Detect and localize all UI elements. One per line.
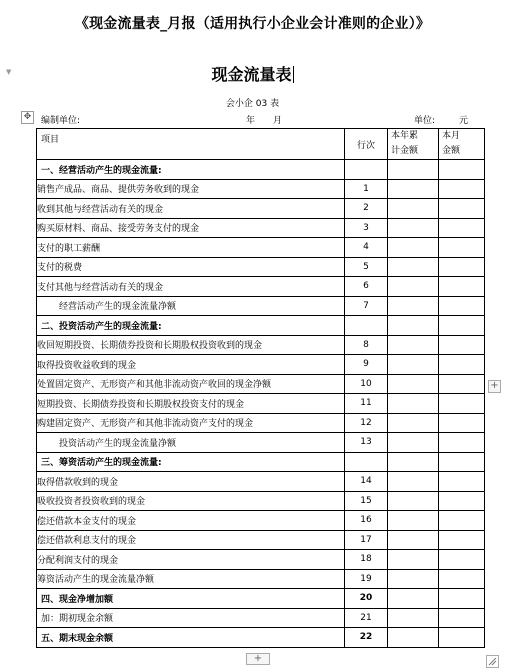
form-code: 会小企 03 表 bbox=[225, 99, 280, 109]
header-ytd-line2: 计金额 bbox=[391, 146, 419, 156]
row-ytd-amount[interactable] bbox=[388, 550, 439, 570]
row-ytd-amount[interactable] bbox=[388, 277, 439, 297]
row-month-amount[interactable] bbox=[439, 511, 485, 531]
page-title[interactable] bbox=[0, 62, 505, 85]
header-month-line2: 金额 bbox=[442, 146, 461, 156]
table-row bbox=[37, 335, 485, 355]
add-row-button[interactable]: + bbox=[246, 653, 270, 665]
header-item[interactable]: 项目 bbox=[37, 129, 345, 160]
row-month-amount[interactable] bbox=[439, 179, 485, 199]
row-line-number[interactable]: 12 bbox=[345, 413, 388, 433]
triangle-down-icon[interactable]: ▼ bbox=[6, 68, 12, 76]
table-row bbox=[37, 394, 485, 414]
text-cursor bbox=[293, 66, 294, 83]
row-line-number[interactable]: 21 bbox=[345, 608, 388, 628]
row-line-number[interactable]: 18 bbox=[345, 550, 388, 570]
row-ytd-amount[interactable] bbox=[388, 608, 439, 628]
row-month-amount[interactable] bbox=[439, 296, 485, 316]
header-month-line1: 本月 bbox=[442, 131, 461, 141]
month-label: 月 bbox=[273, 116, 283, 126]
table-row bbox=[37, 257, 485, 277]
plus-icon[interactable]: + bbox=[488, 380, 501, 393]
row-item-label[interactable]: 二、投资活动产生的现金流量: bbox=[37, 316, 345, 336]
row-month-amount[interactable] bbox=[439, 550, 485, 570]
row-ytd-amount[interactable] bbox=[388, 257, 439, 277]
row-item-label[interactable]: 收回短期投资、长期债券投资和长期股权投资收到的现金 bbox=[37, 335, 345, 355]
row-month-amount[interactable] bbox=[439, 530, 485, 550]
row-item-label[interactable]: 五、期末现金余额 bbox=[37, 628, 345, 648]
row-ytd-amount[interactable] bbox=[388, 316, 439, 336]
table-header-row bbox=[37, 129, 485, 160]
table-row bbox=[37, 530, 485, 550]
row-month-amount[interactable] bbox=[439, 433, 485, 453]
table-row bbox=[37, 491, 485, 511]
table-row bbox=[37, 179, 485, 199]
row-item-label[interactable]: 偿还借款利息支付的现金 bbox=[37, 530, 345, 550]
row-line-number[interactable]: 20 bbox=[345, 589, 388, 609]
row-month-amount[interactable] bbox=[439, 199, 485, 219]
table-row bbox=[37, 238, 485, 258]
table-row bbox=[37, 628, 485, 648]
row-month-amount[interactable] bbox=[439, 277, 485, 297]
table-row bbox=[37, 355, 485, 375]
cash-flow-table bbox=[36, 128, 485, 648]
row-month-amount[interactable] bbox=[439, 589, 485, 609]
row-ytd-amount[interactable] bbox=[388, 394, 439, 414]
row-month-amount[interactable] bbox=[439, 257, 485, 277]
row-ytd-amount[interactable] bbox=[388, 160, 439, 180]
row-line-number[interactable]: 10 bbox=[345, 374, 388, 394]
row-line-number[interactable]: 8 bbox=[345, 335, 388, 355]
row-line-number[interactable]: 16 bbox=[345, 511, 388, 531]
row-month-amount[interactable] bbox=[439, 394, 485, 414]
currency-unit-value: 元 bbox=[459, 116, 469, 126]
row-ytd-amount[interactable] bbox=[388, 491, 439, 511]
row-line-number[interactable]: 3 bbox=[345, 218, 388, 238]
table-row bbox=[37, 589, 485, 609]
row-line-number[interactable]: 5 bbox=[345, 257, 388, 277]
year-label: 年 bbox=[246, 116, 256, 126]
row-month-amount[interactable] bbox=[439, 355, 485, 375]
row-line-number[interactable]: 1 bbox=[345, 179, 388, 199]
row-line-number[interactable]: 11 bbox=[345, 394, 388, 414]
row-item-label[interactable]: 销售产成品、商品、提供劳务收到的现金 bbox=[37, 179, 345, 199]
row-month-amount[interactable] bbox=[439, 608, 485, 628]
table-row bbox=[37, 452, 485, 472]
row-ytd-amount[interactable] bbox=[388, 413, 439, 433]
row-line-number[interactable]: 14 bbox=[345, 472, 388, 492]
row-ytd-amount[interactable] bbox=[388, 628, 439, 648]
header-ytd-line1: 本年累 bbox=[391, 131, 419, 141]
row-month-amount[interactable] bbox=[439, 569, 485, 589]
row-ytd-amount[interactable] bbox=[388, 433, 439, 453]
row-ytd-amount[interactable] bbox=[388, 530, 439, 550]
page-title-text: 现金流量表 bbox=[211, 65, 292, 84]
row-item-label[interactable]: 投资活动产生的现金流量净额 bbox=[37, 433, 345, 453]
row-item-label[interactable]: 支付其他与经营活动有关的现金 bbox=[37, 277, 345, 297]
row-item-label[interactable]: 四、现金净增加额 bbox=[37, 589, 345, 609]
header-ytd-amount[interactable] bbox=[388, 129, 439, 160]
table-row bbox=[37, 374, 485, 394]
row-line-number[interactable] bbox=[345, 316, 388, 336]
unit-name-label: 编制单位: bbox=[41, 116, 81, 126]
row-ytd-amount[interactable] bbox=[388, 199, 439, 219]
table-row bbox=[37, 160, 485, 180]
row-month-amount[interactable] bbox=[439, 628, 485, 648]
row-ytd-amount[interactable] bbox=[388, 374, 439, 394]
row-ytd-amount[interactable] bbox=[388, 589, 439, 609]
table-row bbox=[37, 316, 485, 336]
row-month-amount[interactable] bbox=[439, 160, 485, 180]
move-arrows-icon[interactable]: ✥ bbox=[21, 111, 34, 124]
row-item-label[interactable]: 取得投资收益收到的现金 bbox=[37, 355, 345, 375]
row-month-amount[interactable] bbox=[439, 335, 485, 355]
row-item-label[interactable]: 支付的税费 bbox=[37, 257, 345, 277]
table-row bbox=[37, 569, 485, 589]
row-item-label[interactable]: 处置固定资产、无形资产和其他非流动资产收回的现金净额 bbox=[37, 374, 345, 394]
row-item-label[interactable]: 加：期初现金余额 bbox=[37, 608, 345, 628]
row-item-label[interactable]: 三、筹资活动产生的现金流量: bbox=[37, 452, 345, 472]
row-month-amount[interactable] bbox=[439, 374, 485, 394]
row-ytd-amount[interactable] bbox=[388, 511, 439, 531]
row-item-label[interactable]: 短期投资、长期债券投资和长期股权投资支付的现金 bbox=[37, 394, 345, 414]
row-item-label[interactable]: 收到其他与经营活动有关的现金 bbox=[37, 199, 345, 219]
table-row bbox=[37, 608, 485, 628]
resize-corner-icon[interactable] bbox=[486, 655, 499, 668]
row-line-number[interactable]: 17 bbox=[345, 530, 388, 550]
document-title: 《现金流量表_月报（适用执行小企业会计准则的企业）》 bbox=[74, 16, 431, 32]
row-line-number[interactable]: 19 bbox=[345, 569, 388, 589]
table-row bbox=[37, 199, 485, 219]
row-ytd-amount[interactable] bbox=[388, 569, 439, 589]
row-item-label[interactable]: 经营活动产生的现金流量净额 bbox=[37, 296, 345, 316]
row-line-number[interactable]: 22 bbox=[345, 628, 388, 648]
table-row bbox=[37, 511, 485, 531]
row-ytd-amount[interactable] bbox=[388, 179, 439, 199]
row-line-number[interactable] bbox=[345, 160, 388, 180]
row-ytd-amount[interactable] bbox=[388, 296, 439, 316]
row-item-label[interactable]: 分配利润支付的现金 bbox=[37, 550, 345, 570]
row-month-amount[interactable] bbox=[439, 452, 485, 472]
row-item-label[interactable]: 吸收投资者投资收到的现金 bbox=[37, 491, 345, 511]
row-month-amount[interactable] bbox=[439, 472, 485, 492]
table-row bbox=[37, 550, 485, 570]
row-line-number[interactable]: 9 bbox=[345, 355, 388, 375]
row-month-amount[interactable] bbox=[439, 238, 485, 258]
row-line-number[interactable]: 2 bbox=[345, 199, 388, 219]
row-month-amount[interactable] bbox=[439, 316, 485, 336]
row-line-number[interactable]: 4 bbox=[345, 238, 388, 258]
row-line-number[interactable]: 15 bbox=[345, 491, 388, 511]
row-item-label[interactable]: 偿还借款本金支付的现金 bbox=[37, 511, 345, 531]
row-ytd-amount[interactable] bbox=[388, 355, 439, 375]
table-row bbox=[37, 296, 485, 316]
row-item-label[interactable]: 购建固定资产、无形资产和其他非流动资产支付的现金 bbox=[37, 413, 345, 433]
currency-unit-label: 单位: bbox=[414, 116, 436, 126]
table-row bbox=[37, 472, 485, 492]
table-row bbox=[37, 413, 485, 433]
row-ytd-amount[interactable] bbox=[388, 452, 439, 472]
row-ytd-amount[interactable] bbox=[388, 238, 439, 258]
table-row bbox=[37, 433, 485, 453]
table-row bbox=[37, 218, 485, 238]
row-ytd-amount[interactable] bbox=[388, 472, 439, 492]
row-ytd-amount[interactable] bbox=[388, 218, 439, 238]
row-item-label[interactable]: 取得借款收到的现金 bbox=[37, 472, 345, 492]
row-item-label[interactable]: 一、经营活动产生的现金流量: bbox=[37, 160, 345, 180]
row-line-number[interactable] bbox=[345, 452, 388, 472]
row-month-amount[interactable] bbox=[439, 413, 485, 433]
row-item-label[interactable]: 支付的职工薪酬 bbox=[37, 238, 345, 258]
row-month-amount[interactable] bbox=[439, 491, 485, 511]
row-item-label[interactable]: 筹资活动产生的现金流量净额 bbox=[37, 569, 345, 589]
row-item-label[interactable]: 购买原材料、商品、接受劳务支付的现金 bbox=[37, 218, 345, 238]
table-row bbox=[37, 277, 485, 297]
row-line-number[interactable]: 6 bbox=[345, 277, 388, 297]
row-line-number[interactable]: 7 bbox=[345, 296, 388, 316]
row-line-number[interactable]: 13 bbox=[345, 433, 388, 453]
header-line-number[interactable]: 行次 bbox=[345, 129, 388, 160]
header-month-amount[interactable] bbox=[439, 129, 485, 160]
row-month-amount[interactable] bbox=[439, 218, 485, 238]
row-ytd-amount[interactable] bbox=[388, 335, 439, 355]
